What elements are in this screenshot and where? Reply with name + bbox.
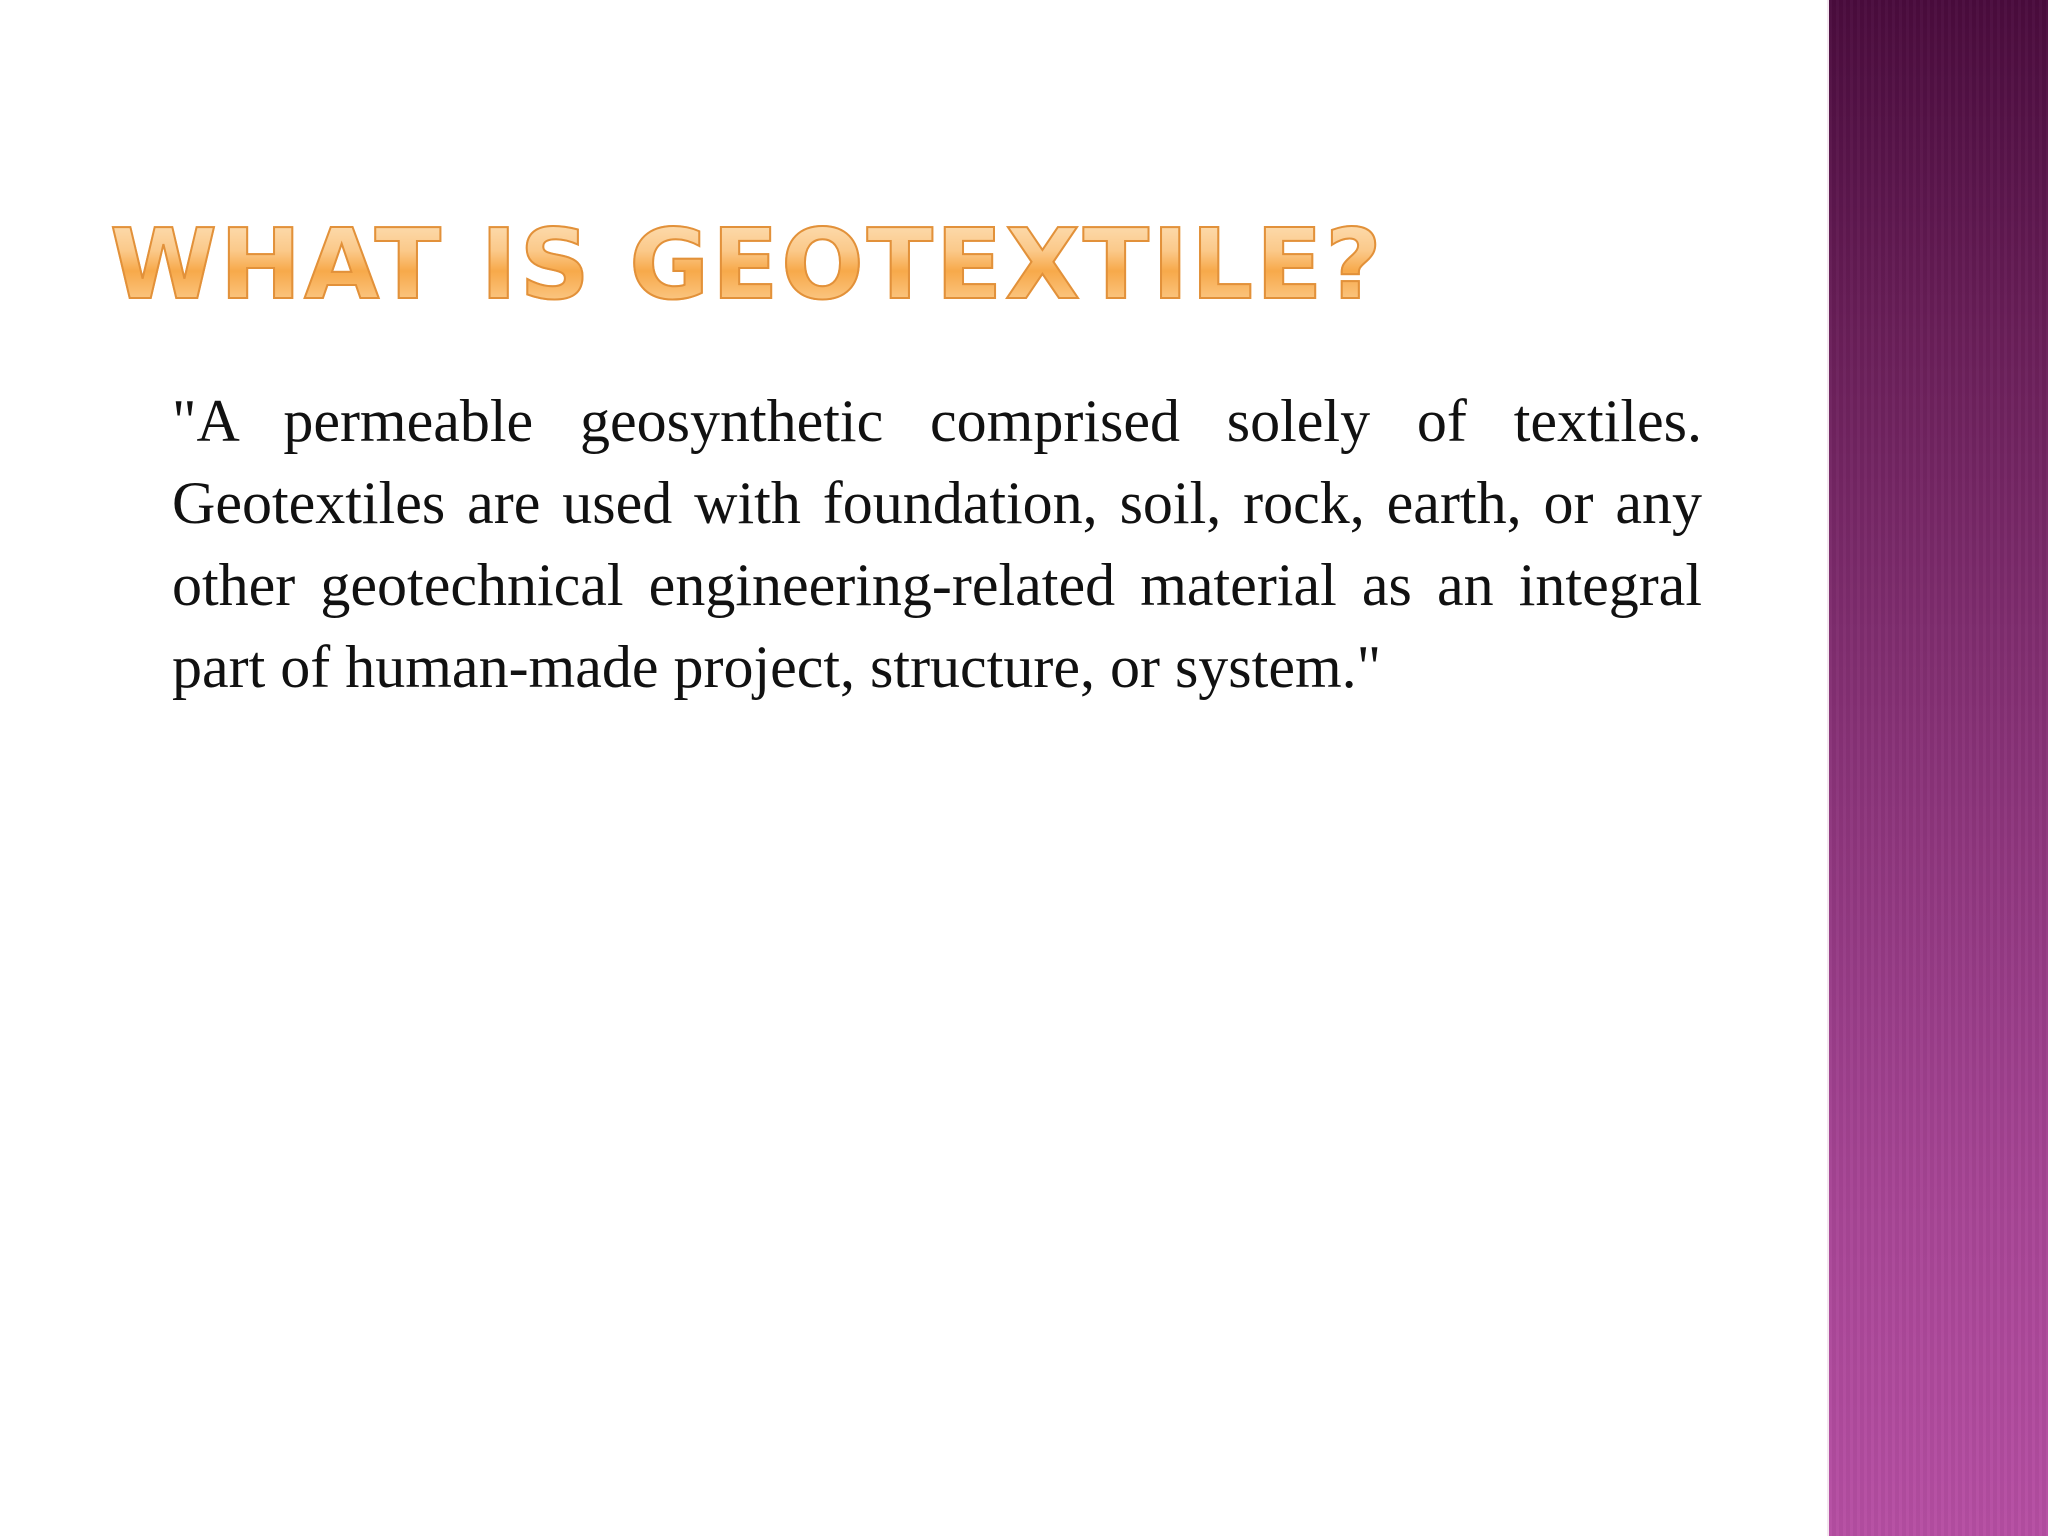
definition-text: "A permeable geosynthetic comprised solely of textiles. Geotextiles are used with foundation, soil, rock, earth, or any other geotechnical engineering-related material as an integral part of human-made project, structure, or system." <box>172 388 1702 700</box>
decorative-side-band <box>1827 0 2048 1536</box>
slide-title: WHAT IS GEOTEXTILE? <box>110 205 1710 325</box>
